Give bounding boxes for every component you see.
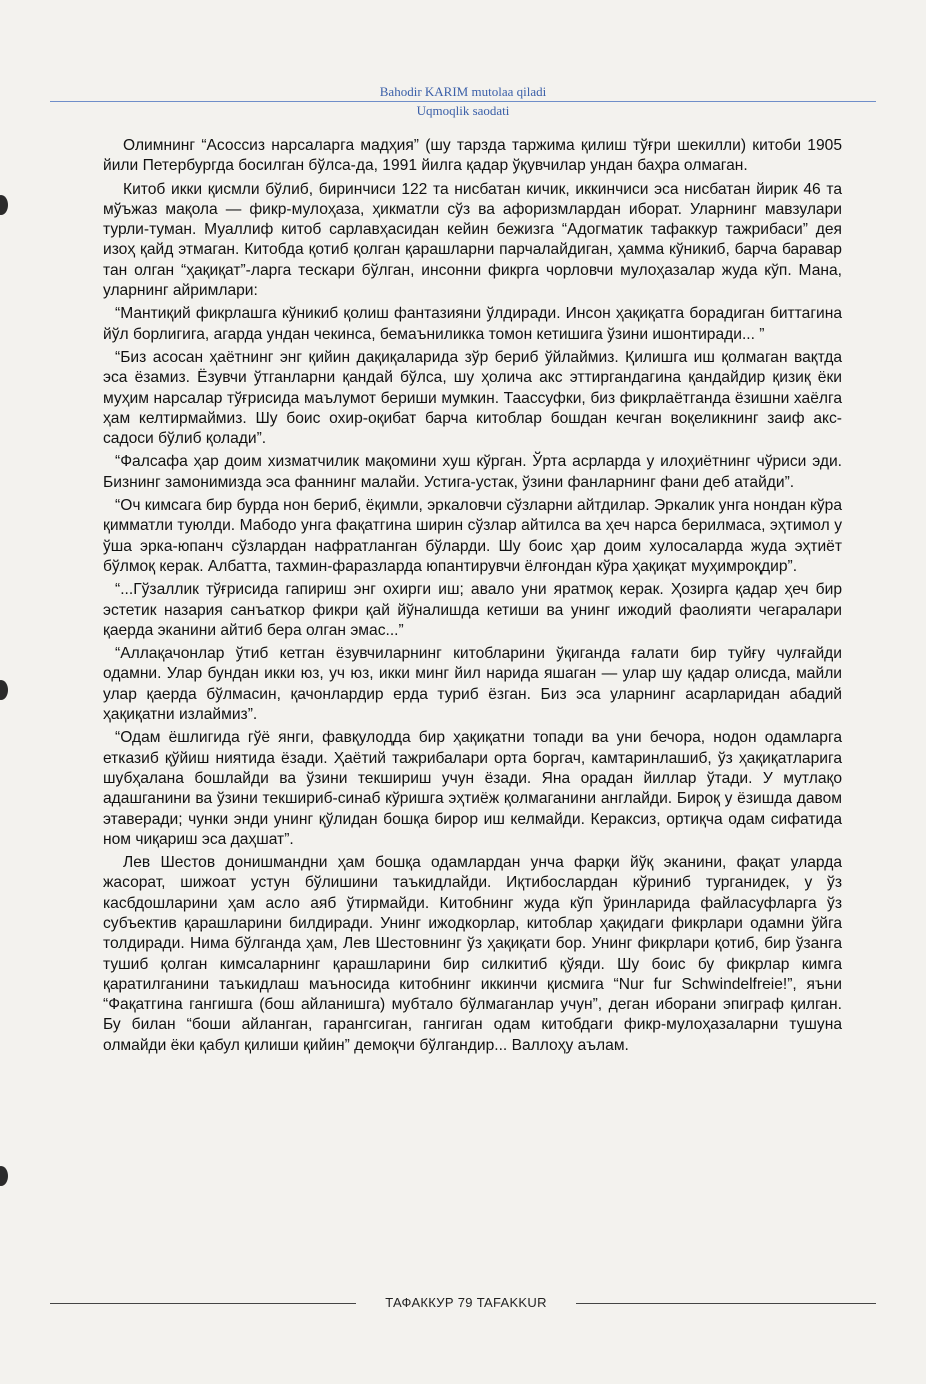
footer-rule-right xyxy=(576,1303,876,1304)
footer-page-label: ТАФАККУР 79 TAFAKKUR xyxy=(385,1295,547,1310)
paragraph: Олимнинг “Асоссиз нарсаларга мадҳия” (шу тарзда таржима қилиш тўғри шекилли) китоби 1905 йили Петербургда босилган бўлса-да, 1991 йилга қадар ўқувчилар ундан баҳра олмаган. xyxy=(103,137,842,175)
quote-paragraph: “Оч кимсага бир бурда нон бериб, ёқимли, эркаловчи сўзларни айтдилар. Эркалик унга нондан кўра қимматли туюлди. Мабодо унга фақатгина ширин сўзлар айтилса ва ҳеч нарса берилмаса, эҳтимол у ўша эрка-юпанч сўзлардан нафратланган бўларди. Шу боис ҳар доим хулосаларда жуда эҳтиёт бўлмоқ керак. Албатта, тахмин-фаразларда юпантирувчи ёлғондан кўра ҳақиқат муҳимроқдир”. xyxy=(103,497,842,575)
binding-hole xyxy=(0,195,8,215)
footer-rule-left xyxy=(50,1303,356,1304)
paragraph: Китоб икки қисмли бўлиб, биринчиси 122 та нисбатан кичик, иккинчиси эса нисбатан йирик 46 та мўъжаз мақола — фикр-мулоҳаза, ҳикматли сўз ва афоризмлардан иборат. Уларнинг мавзулари турли-туман. Муаллиф китоб сарлавҳасидан кейин бежизга “Адогматик тафаккур тажрибаси” дея изоҳ қайд этмаган. Китобда қотиб қолган қарашларни парчалайдиган, ҳамма кўникиб, барча баравар тан олган “ҳақиқат”-ларга тескари бўлган, инсонни фикрга чорловчи мулоҳазалар жуда кўп. Мана, уларнинг айримлари: xyxy=(103,180,842,300)
header-author-line: Bahodir KARIM mutolaa qiladi xyxy=(379,84,547,99)
paragraph: Лев Шестов донишмандни ҳам бошқа одамлардан унча фарқи йўқ эканини, фақат уларда жасорат, шижоат устун бўлишини таъкидлайди. Иқтибослардан кўриниб турганидек, у ўз касбдошларини ҳам асло аяб ўтирмайди. Китобнинг жуда кўп ўринларида файласуфларга ўз субъектив қарашларини билдиради. Унинг ижодкорлар, китоблар ҳақидаги фикрлари одамни ўйга толдиради. Нима бўлганда ҳам, Лев Шестовнинг ўз ҳақиқати бор. Унинг фикрлари қотиб, бир ўзанга тушиб қолган кимсаларнинг қарашларини бир силкитиб қўяди. Шу боис бу фикрлар кимга қаратилганини таъкидлаш маъносида китобнинг иккинчи қисмига “Nur fur Schwindelfreie!”, яъни “Фақатгина гангишга (бош айланишга) мубтало бўлмаганлар учун”, деган иборани эпиграф қилган. Бу билан “боши айланган, гарангсиган, гангиган одам китобдаги фикр-мулоҳазаларни тушуна олмайди ёки қабул қилиши қийин” демоқчи бўлгандир... Валлоҳу аълам. xyxy=(103,854,842,1054)
quote-paragraph: “Биз асосан ҳаётнинг энг қийин дақиқаларида зўр бериб ўйлаймиз. Қилишга иш қолмаган вақтда эса ёзамиз. Ёзувчи ўтганларни қандай бўлса, шу ҳолича акс эттиргандагина қандайдир қизиқ ёки муҳим нарсалар тўғрисида маълумот бериши мумкин. Таассуфки, биз фикрлаётганда ёзишни хаёлга ҳам келтирмаймиз. Шу боис охир-оқибат барча китоблар бошдан кечган воқеликнинг заиф акс-садоси бўлиб қолади”. xyxy=(103,348,842,448)
running-header xyxy=(50,84,876,119)
article-body xyxy=(103,136,842,1059)
quote-paragraph: “Фалсафа ҳар доим хизматчилик мақомини хуш кўрган. Ўрта асрларда у илоҳиётнинг чўриси эди. Бизнинг замонимизда эса фаннинг малайи. Устига-устак, ўзини фанларнинг фани деб атайди”. xyxy=(103,453,842,491)
binding-hole xyxy=(0,1166,8,1186)
header-title-line: Uqmoqlik saodati xyxy=(416,103,510,118)
quote-paragraph: “Одам ёшлигида гўё янги, фавқулодда бир ҳақиқатни топади ва уни бечора, нодон одамларга етказиб қўйиш ниятида ёзади. Ҳаётий тажрибалари орта боргач, камтаринлашиб, ўз ҳақиқатларига шубҳалана бошлайди ва ўзини текшириш учун ёзади. Яна орадан йиллар ўтади. У мутлақо адашганини ва ўзини текшириб-синаб кўришга эҳтиёж қолмаганини англайди. Бироқ у ёзишда давом этаверади; чунки энди унинг қўлидан бошқа бирор иш келмайди. Кераксиз, ортиқча одам сифатида ном чиқариш эса даҳшат”. xyxy=(103,729,842,848)
quote-paragraph: “Мантиқий фикрлашга кўникиб қолиш фантазияни ўлдиради. Инсон ҳақиқатга борадиган биттагина йўл борлигига, агарда ундан чекинса, бемаъниликка томон кетишига ўзини ишонтиради... ” xyxy=(103,305,842,343)
quote-paragraph: “Аллақачонлар ўтиб кетган ёзувчиларнинг китобларини ўқиганда ғалати бир туйғу чулғайди одамни. Улар бундан икки юз, уч юз, икки минг йил нарида яшаган — улар шу қадар олисда, майли улар қаерда бўлмасин, қачонлардир ерда туриб ёзган. Биз эса уларнинг асарларидан абадий ҳақиқатни излаймиз”. xyxy=(103,645,842,724)
quote-paragraph: “...Гўзаллик тўғрисида гапириш энг охирги иш; авало уни яратмоқ керак. Ҳозирга қадар ҳеч бир эстетик назария санъаткор фикри қай йўналишда кетиши ва унинг ижодий фаолияти чегаралари қаерда эканини айтиб бера олган эмас...” xyxy=(103,581,842,639)
page-footer xyxy=(50,1294,876,1312)
binding-hole xyxy=(0,680,8,700)
